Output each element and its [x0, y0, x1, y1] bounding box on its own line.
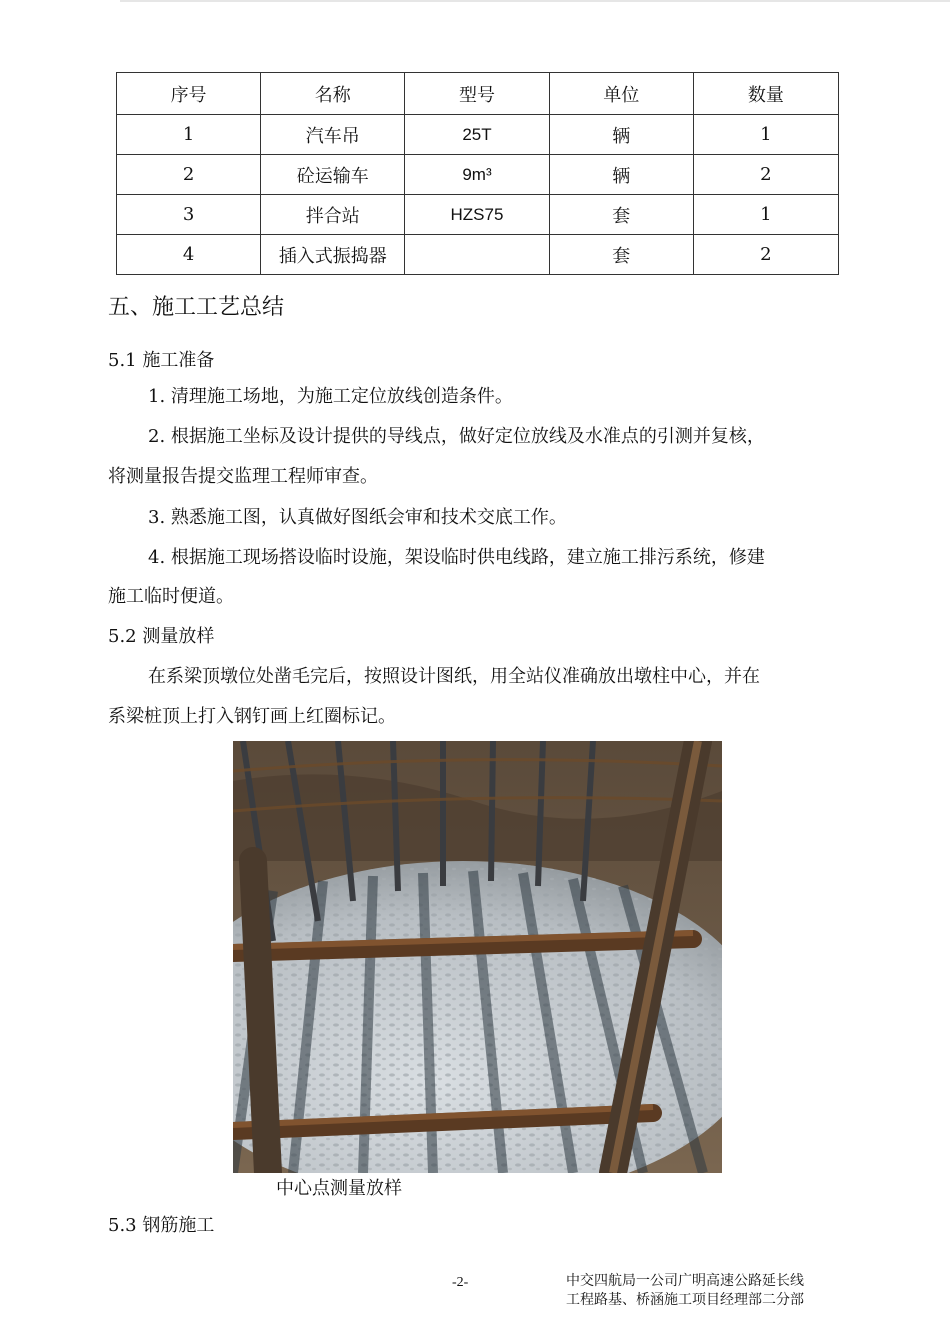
- header-name: 名称: [261, 73, 405, 115]
- header-model: 型号: [405, 73, 549, 115]
- cell-no: 2: [117, 155, 261, 195]
- s52-paragraph-line-1: 在系梁顶墩位处凿毛完后，按照设计图纸，用全站仪准确放出墩柱中心，并在: [148, 666, 760, 687]
- cell-no: 1: [117, 115, 261, 155]
- cell-unit: 套: [549, 235, 693, 275]
- cell-unit: 套: [549, 195, 693, 235]
- cell-model: 25T: [405, 115, 549, 155]
- cell-no: 4: [117, 235, 261, 275]
- footer-organization: [566, 1272, 804, 1310]
- cell-name: 插入式振捣器: [261, 235, 405, 275]
- cell-unit: 辆: [549, 115, 693, 155]
- header-unit: 单位: [549, 73, 693, 115]
- cell-name: 汽车吊: [261, 115, 405, 155]
- table-row: [117, 235, 839, 275]
- s52-paragraph-line-2: 系梁桩顶上打入钢钉画上红圈标记。: [108, 706, 396, 727]
- table-row: [117, 155, 839, 195]
- table-header-row: [117, 73, 839, 115]
- cell-model: HZS75: [405, 195, 549, 235]
- cell-name: 拌合站: [261, 195, 405, 235]
- page-number: -2-: [452, 1275, 469, 1290]
- cell-model: 9m³: [405, 155, 549, 195]
- header-no: 序号: [117, 73, 261, 115]
- cell-no: 3: [117, 195, 261, 235]
- table-row: [117, 195, 839, 235]
- table-row: [117, 115, 839, 155]
- cell-name: 砼运输车: [261, 155, 405, 195]
- cell-qty: 2: [693, 235, 838, 275]
- s51-item-4-line-2: 施工临时便道。: [108, 586, 234, 607]
- top-border-line: [120, 0, 950, 2]
- cell-model: [405, 235, 549, 275]
- subsection-5-2-title: 5.2 测量放样: [108, 626, 215, 647]
- cell-qty: 1: [693, 195, 838, 235]
- s51-item-3: 3. 熟悉施工图，认真做好图纸会审和技术交底工作。: [148, 507, 567, 528]
- s51-item-4-line-1: 4. 根据施工现场搭设临时设施，架设临时供电线路，建立施工排污系统，修建: [148, 547, 765, 568]
- footer-org-line-2: 工程路基、桥涵施工项目经理部二分部: [566, 1292, 804, 1308]
- s51-item-1: 1. 清理施工场地，为施工定位放线创造条件。: [148, 386, 513, 407]
- cell-qty: 1: [693, 115, 838, 155]
- rebar-cage-photo: [233, 741, 722, 1173]
- header-qty: 数量: [693, 73, 838, 115]
- subsection-5-3-title: 5.3 钢筋施工: [108, 1215, 215, 1236]
- cell-unit: 辆: [549, 155, 693, 195]
- s51-item-2-line-1: 2. 根据施工坐标及设计提供的导线点，做好定位放线及水准点的引测并复核，: [148, 426, 765, 447]
- figure-caption: 中心点测量放样: [276, 1178, 402, 1199]
- footer-org-line-1: 中交四航局一公司广明高速公路延长线: [566, 1273, 804, 1289]
- equipment-table: [116, 72, 839, 275]
- subsection-5-1-title: 5.1 施工准备: [108, 350, 215, 371]
- cell-qty: 2: [693, 155, 838, 195]
- section-heading: 五、施工工艺总结: [108, 295, 285, 320]
- s51-item-2-line-2: 将测量报告提交监理工程师审查。: [108, 466, 378, 487]
